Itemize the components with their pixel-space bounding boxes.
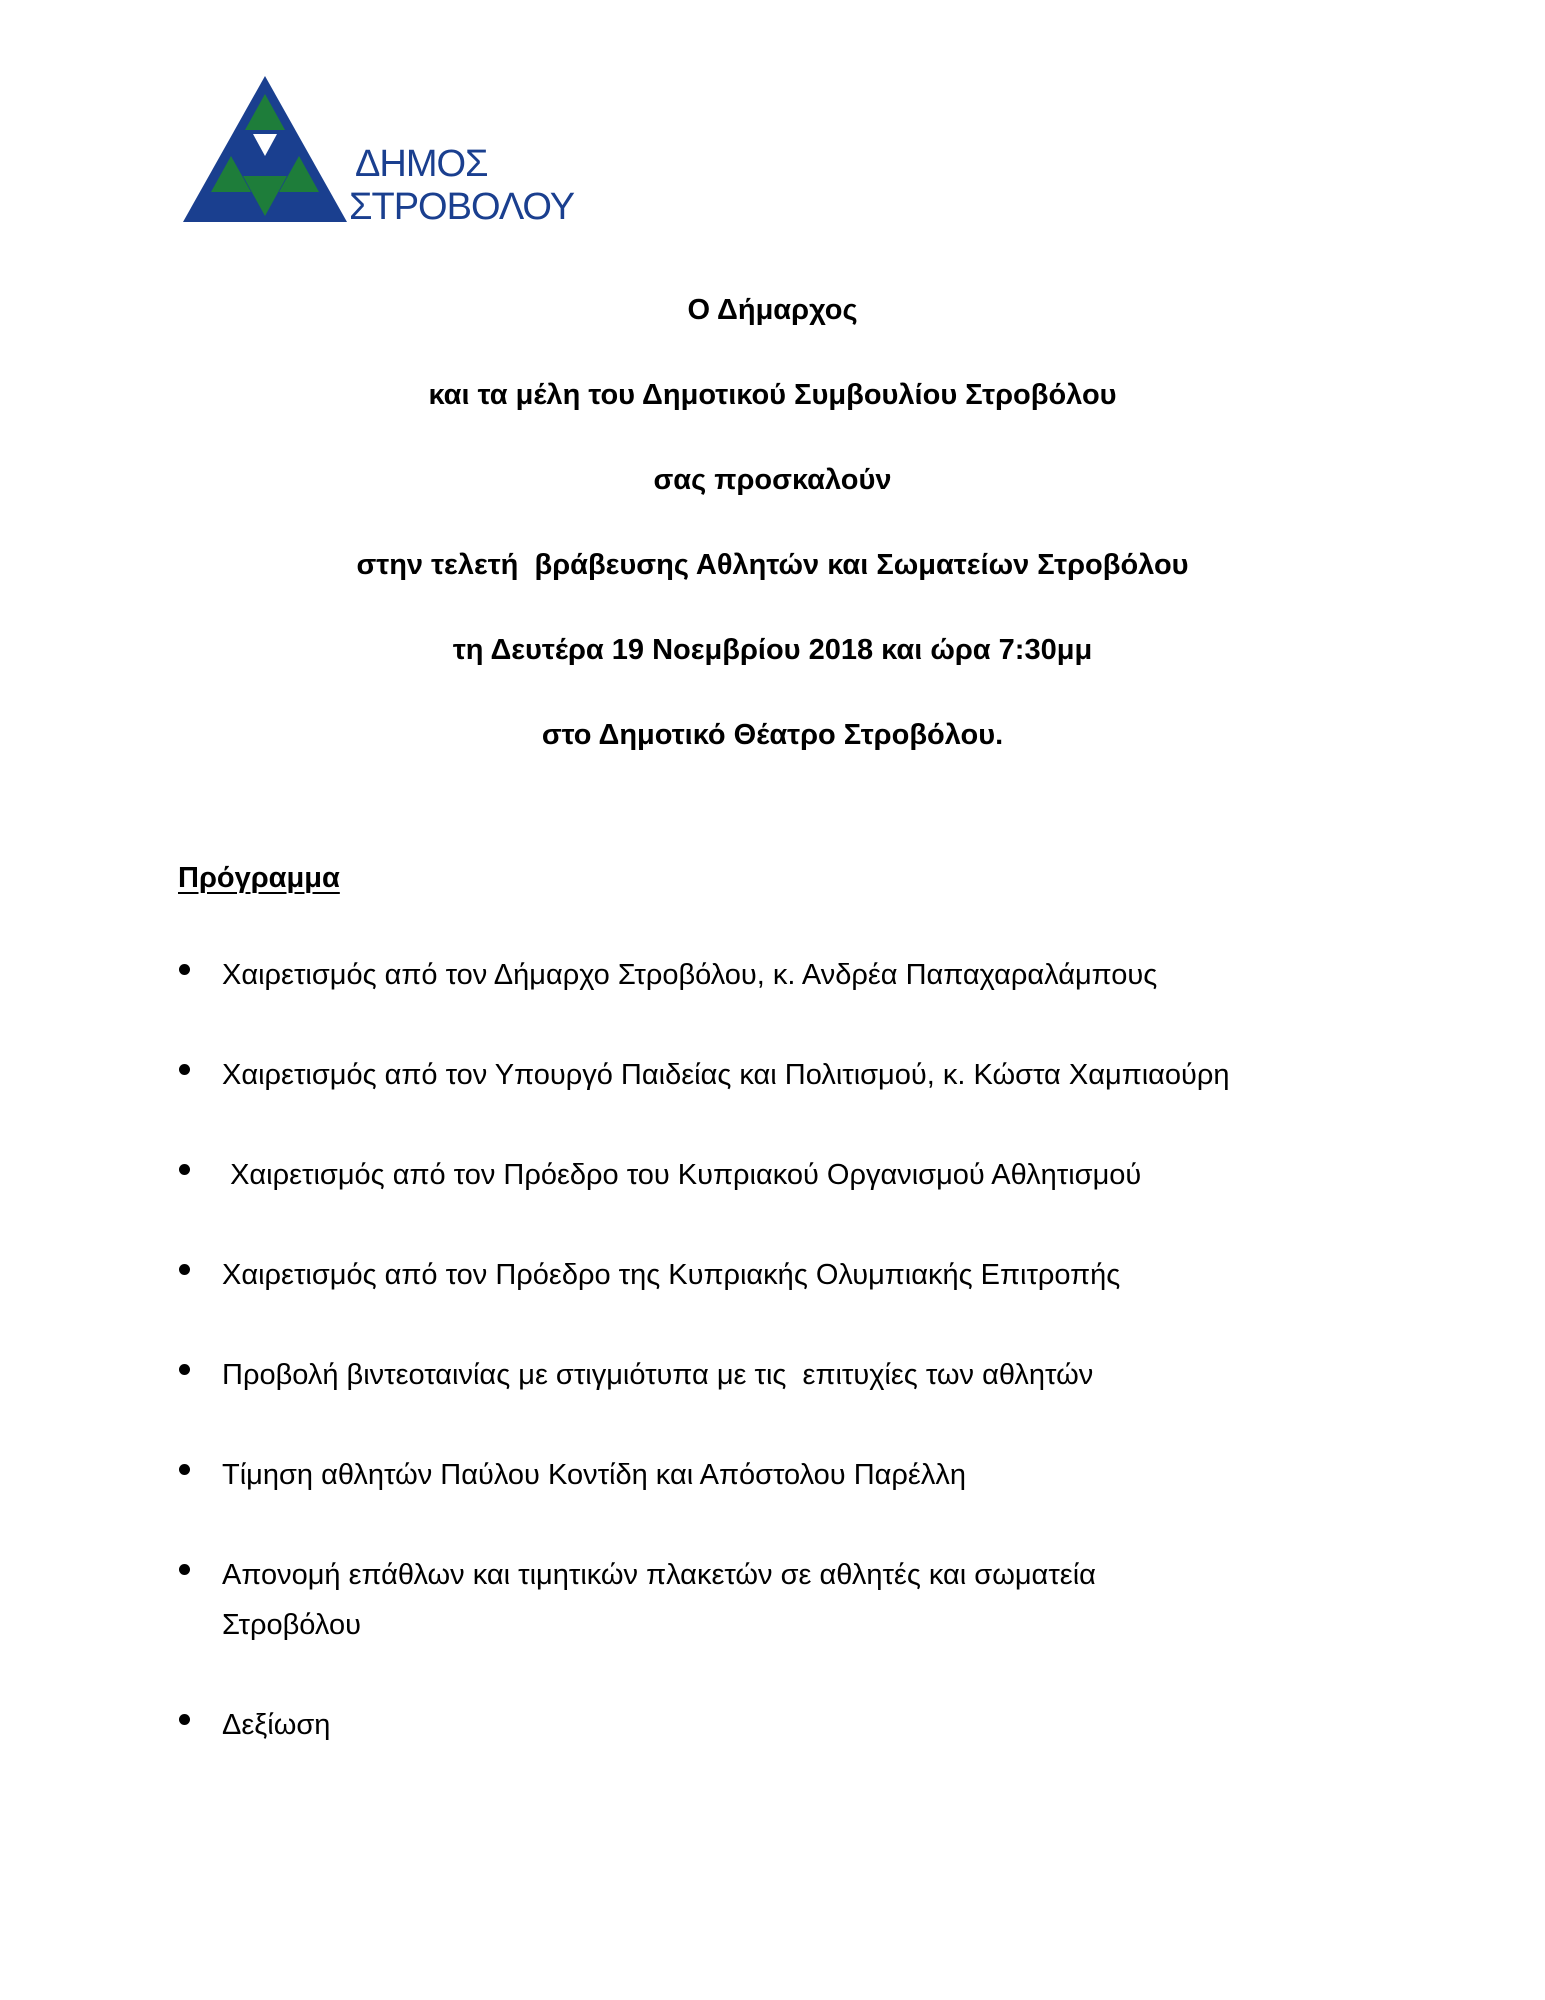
municipality-logo [183, 76, 603, 236]
program-heading: Πρόγραμμα [178, 862, 340, 894]
bullet-icon [179, 1714, 190, 1725]
invitation-line-invite: σας προσκαλούν [653, 464, 892, 496]
program-item-text: Τίμηση αθλητών Παύλου Κοντίδη και Απόστολου Παρέλλη [222, 1459, 966, 1491]
invitation-line-ceremony: στην τελετή βράβευσης Αθλητών και Σωματείων Στροβόλου [356, 549, 1189, 581]
bullet-icon [179, 1164, 190, 1175]
bullet-icon [179, 1364, 190, 1375]
program-item-text: Προβολή βιντεοταινίας με στιγμιότυπα με τις επιτυχίες των αθλητών [222, 1359, 1094, 1391]
program-item-text: Δεξίωση [222, 1709, 331, 1741]
bullet-icon [179, 1564, 190, 1575]
bullet-icon [179, 1264, 190, 1275]
invitation-line-mayor: Ο Δήμαρχος [687, 294, 858, 326]
logo-graphic [183, 76, 603, 236]
program-item-text: Χαιρετισμός από τον Δήμαρχο Στροβόλου, κ. Ανδρέα Παπαχαραλάμπους [222, 959, 1158, 991]
invitation-line-council: και τα μέλη του Δημοτικού Συμβουλίου Στροβόλου [428, 379, 1117, 411]
invitation-line-venue: στο Δημοτικό Θέατρο Στροβόλου. [541, 719, 1004, 751]
logo-text-line1: ΔΗΜΟΣ [355, 143, 488, 185]
bullet-icon [179, 1464, 190, 1475]
program-item-text: Απονομή επάθλων και τιμητικών πλακετών σε αθλητές και σωματεία Στροβόλου [222, 1559, 1096, 1641]
bullet-icon [179, 1064, 190, 1075]
bullet-icon [179, 964, 190, 975]
logo-text-line2: ΣΤΡΟΒΟΛΟΥ [349, 186, 575, 228]
program-item-text: Χαιρετισμός από τον Υπουργό Παιδείας και Πολιτισμού, κ. Κώστα Χαμπιαούρη [222, 1059, 1230, 1091]
invitation-line-date: τη Δευτέρα 19 Νοεμβρίου 2018 και ώρα 7:30μμ [452, 634, 1093, 666]
program-item-text: Χαιρετισμός από τον Πρόεδρο της Κυπριακής Ολυμπιακής Επιτροπής [222, 1259, 1121, 1291]
program-item-text: Χαιρετισμός από τον Πρόεδρο του Κυπριακού Οργανισμού Αθλητισμού [222, 1159, 1142, 1191]
